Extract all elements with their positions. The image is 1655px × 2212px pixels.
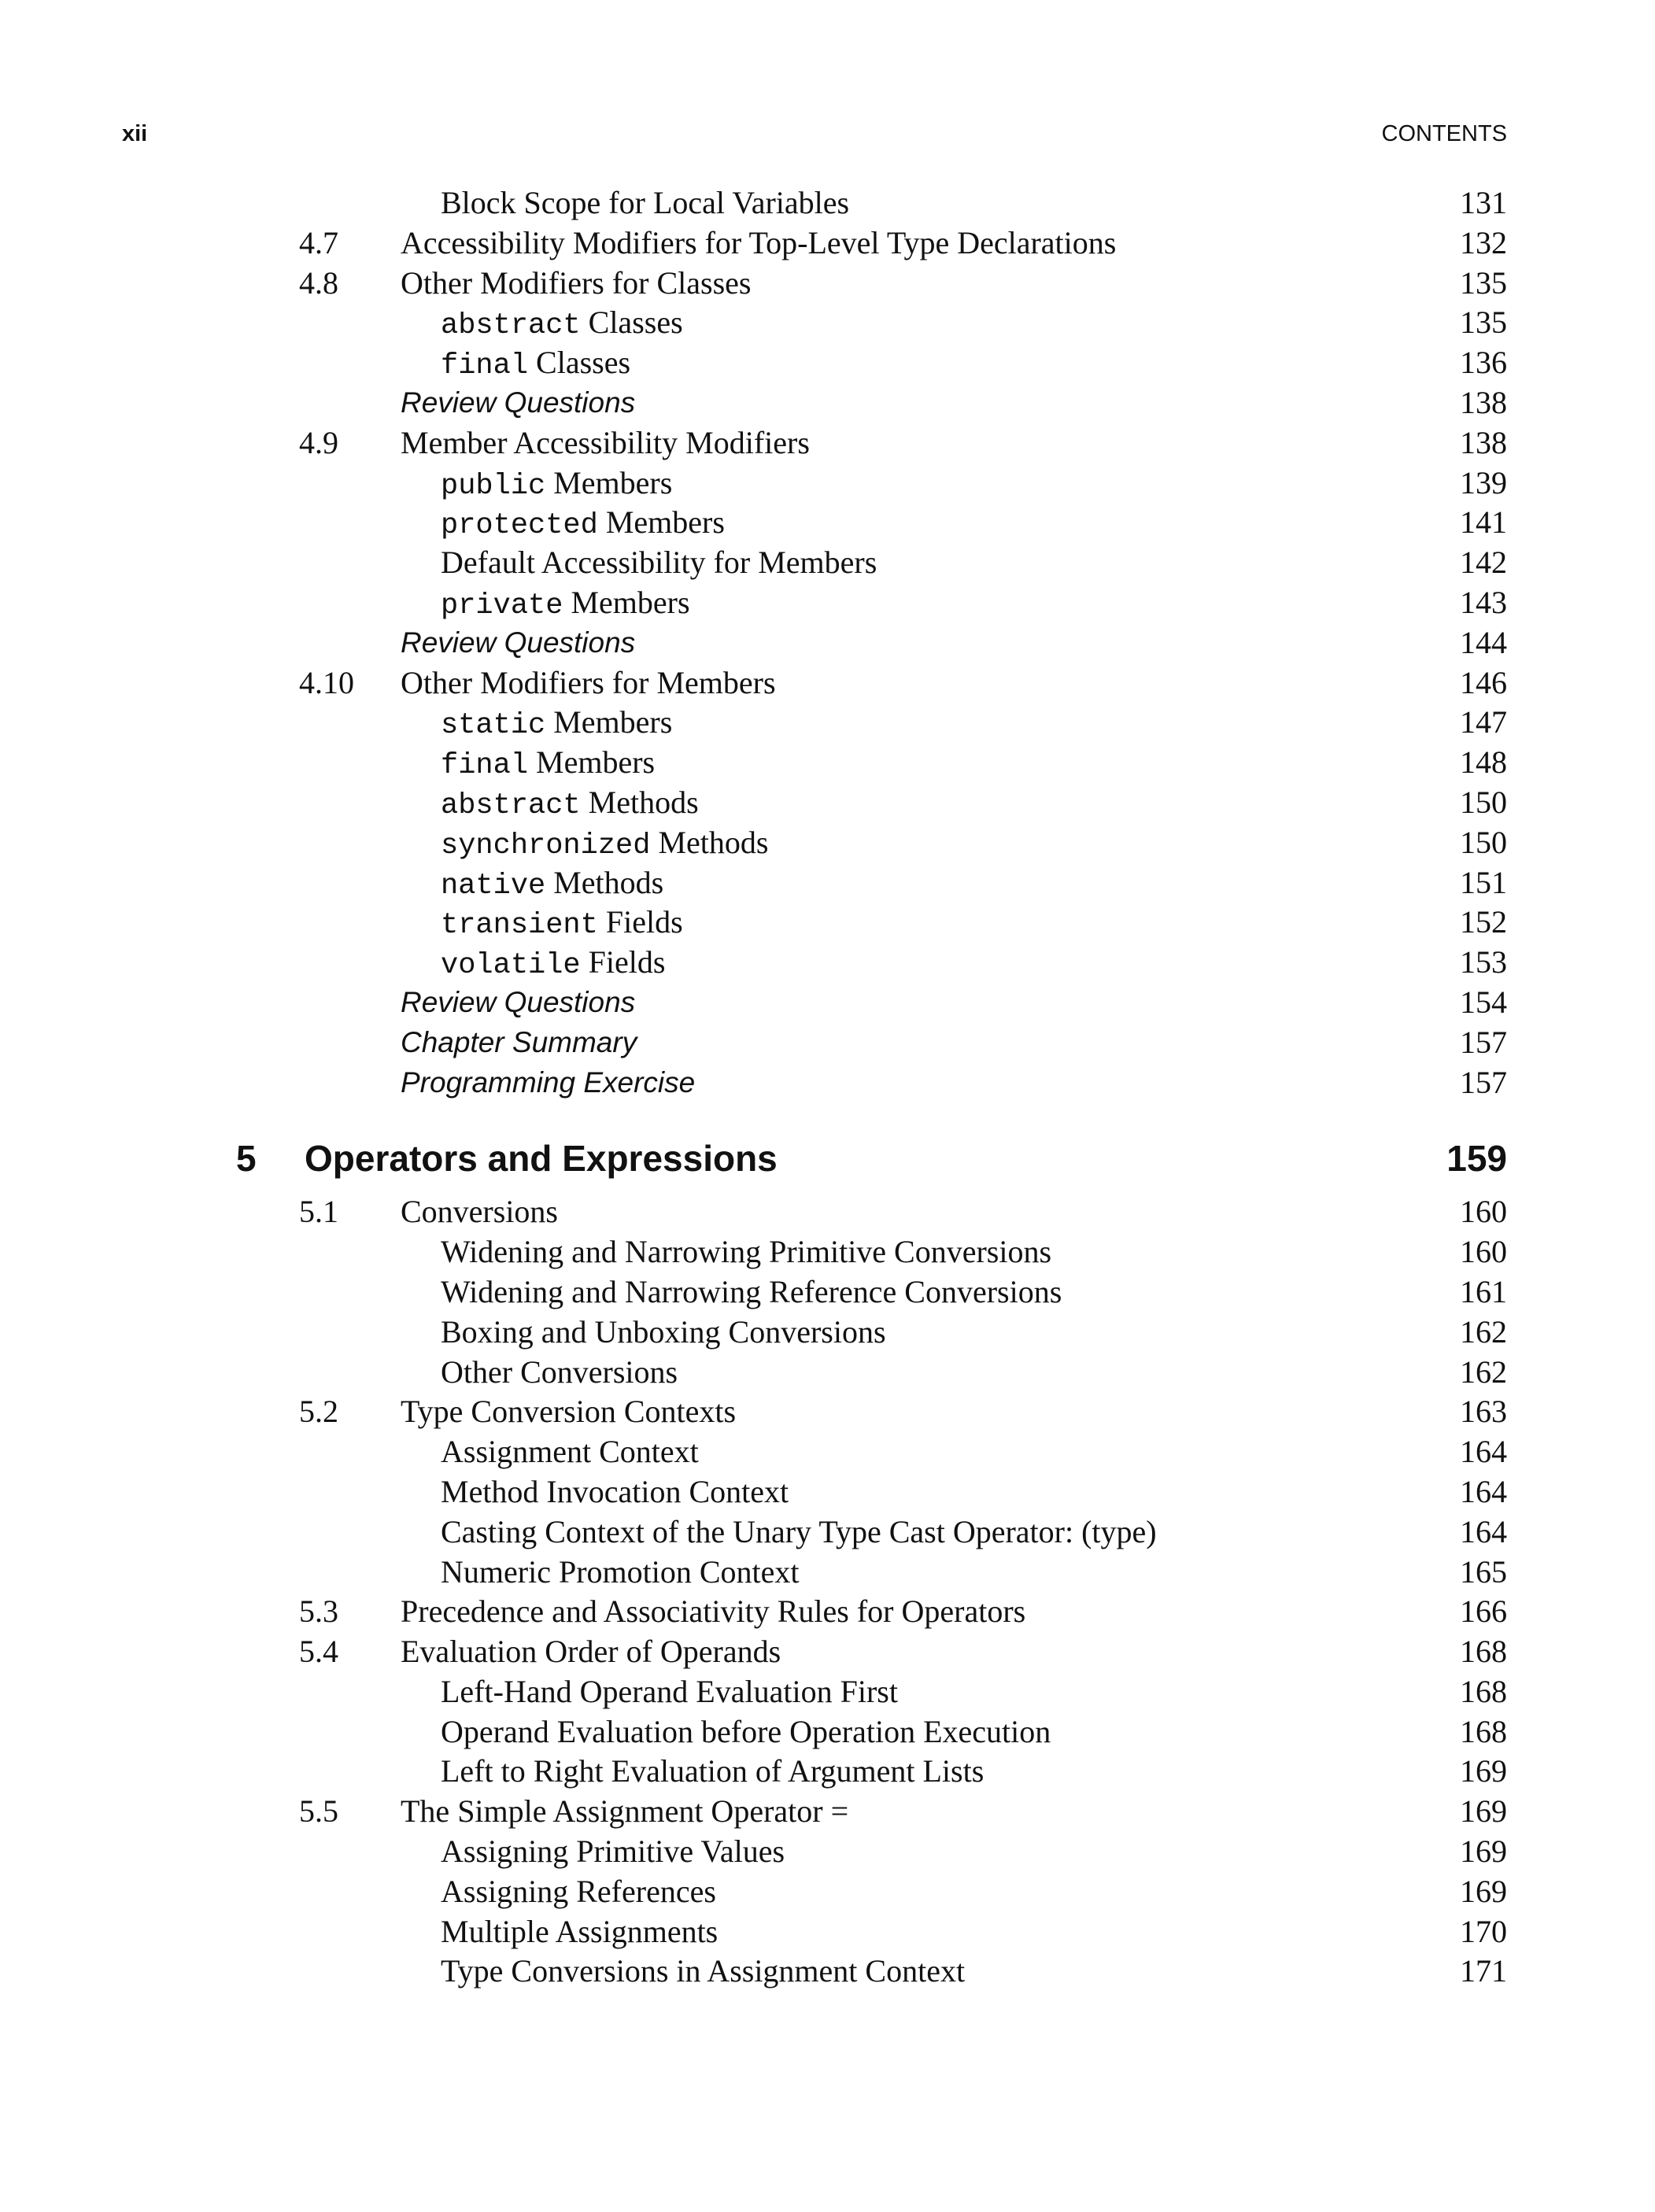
toc-entry-title (441, 783, 699, 826)
toc-entry-number: 5.4 (299, 1634, 338, 1670)
chapter-heading[interactable] (0, 1132, 1655, 1184)
toc-entry-page: 162 (1460, 1353, 1507, 1390)
toc-entry-page: 164 (1460, 1434, 1507, 1470)
toc-entry-title (441, 743, 655, 786)
toc-entry[interactable] (0, 663, 1655, 703)
toc-entry[interactable] (0, 383, 1655, 423)
toc-entry-title: Type Conversions in Assignment Context (441, 1953, 966, 1989)
toc-entry[interactable] (0, 863, 1655, 903)
toc-entry-page: 138 (1460, 424, 1507, 460)
toc-entry-title: Numeric Promotion Context (441, 1553, 800, 1590)
toc-entry-page: 136 (1460, 345, 1507, 381)
toc-entry-title: Casting Context of the Unary Type Cast Operator: (type) (441, 1513, 1157, 1549)
toc-entry[interactable] (0, 463, 1655, 504)
toc-section-chapter-4 (0, 183, 1655, 1102)
toc-entry[interactable] (0, 1272, 1655, 1313)
toc-entry-title: Review Questions (401, 985, 636, 1018)
toc-entry-page: 168 (1460, 1634, 1507, 1670)
toc-entry-page: 141 (1460, 504, 1507, 541)
toc-entry-title: Review Questions (401, 626, 636, 659)
toc-entry[interactable] (0, 423, 1655, 463)
toc-entry-keyword: volatile (441, 949, 581, 983)
toc-entry-title-text: Fields (597, 904, 683, 940)
toc-entry-title: Left to Right Evaluation of Argument Lists (441, 1753, 985, 1789)
toc-entry-title: Widening and Narrowing Primitive Conversions (441, 1234, 1052, 1270)
toc-entry-title (441, 343, 630, 386)
toc-entry-title (441, 583, 690, 626)
toc-entry-keyword: static (441, 709, 546, 743)
toc-entry-title-text: Fields (580, 944, 666, 980)
toc-entry-number: 4.10 (299, 664, 354, 700)
toc-entry-page: 153 (1460, 944, 1507, 980)
toc-entry-title: Other Modifiers for Members (401, 664, 776, 700)
toc-entry-title: Multiple Assignments (441, 1913, 719, 1949)
toc-entry-title-text: Methods (580, 784, 699, 820)
toc-entry-title (441, 943, 665, 986)
toc-entry-title: Assignment Context (441, 1434, 699, 1470)
toc-entry[interactable] (0, 1832, 1655, 1872)
toc-entry-keyword: private (441, 589, 563, 622)
toc-entry-title-text: Classes (528, 345, 631, 381)
toc-entry-title-text: Members (563, 584, 690, 620)
toc-entry-page: 131 (1460, 185, 1507, 220)
toc-entry[interactable] (0, 823, 1655, 863)
toc-entry[interactable] (0, 1023, 1655, 1063)
toc-entry[interactable] (0, 943, 1655, 983)
toc-entry-number: 5.2 (299, 1394, 338, 1430)
toc-entry-title: Other Modifiers for Classes (401, 264, 752, 301)
toc-entry-page: 164 (1460, 1473, 1507, 1509)
toc-entry[interactable] (0, 1672, 1655, 1712)
toc-entry-title-text: Methods (650, 824, 769, 860)
toc-entry-title: Type Conversion Contexts (401, 1394, 737, 1430)
toc-entry-page: 150 (1460, 784, 1507, 820)
toc-entry-title: Conversions (401, 1194, 558, 1230)
toc-entry-page: 157 (1460, 1024, 1507, 1060)
toc-entry[interactable] (0, 1912, 1655, 1952)
toc-entry-number: 4.7 (299, 224, 338, 260)
toc-entry[interactable] (0, 343, 1655, 383)
toc-entry-keyword: transient (441, 909, 598, 943)
page-folio: xii (122, 121, 148, 146)
toc-entry[interactable] (0, 623, 1655, 663)
toc-entry-page: 151 (1460, 864, 1507, 900)
toc-entry-title-text: Members (545, 704, 673, 740)
toc-entry-title: Block Scope for Local Variables (441, 185, 850, 220)
toc-entry-keyword: final (441, 749, 529, 783)
toc-entry-page: 163 (1460, 1394, 1507, 1430)
toc-entry-title (441, 463, 672, 507)
toc-entry-page: 147 (1460, 704, 1507, 740)
toc-entry[interactable] (0, 1512, 1655, 1553)
toc-entry[interactable] (0, 1872, 1655, 1912)
toc-entry-number: 5.1 (299, 1194, 338, 1230)
toc-entry-number: 5.5 (299, 1793, 338, 1830)
toc-entry-number: 4.8 (299, 264, 338, 301)
toc-entry-page: 165 (1460, 1553, 1507, 1590)
toc-entry-title: Boxing and Unboxing Conversions (441, 1313, 886, 1350)
toc-entry[interactable] (0, 903, 1655, 943)
toc-entry-title (441, 903, 683, 946)
toc-entry-title (441, 503, 725, 546)
toc-entry-page: 160 (1460, 1234, 1507, 1270)
chapter-page: 159 (1446, 1138, 1507, 1180)
toc-entry[interactable] (0, 703, 1655, 743)
toc-entry-page: 169 (1460, 1873, 1507, 1909)
toc-entry-page: 170 (1460, 1913, 1507, 1949)
toc-entry-title-text: Methods (545, 864, 664, 900)
toc-entry-page: 142 (1460, 545, 1507, 581)
toc-entry-keyword: abstract (441, 788, 581, 822)
running-head (122, 121, 1507, 153)
toc-entry-keyword: public (441, 469, 546, 503)
toc-entry-title-text: Classes (580, 305, 683, 341)
toc-entry[interactable] (0, 1353, 1655, 1393)
toc-entry-title: Evaluation Order of Operands (401, 1634, 781, 1670)
toc-section-chapter-5 (0, 1192, 1655, 1992)
toc-entry[interactable] (0, 1712, 1655, 1752)
toc-entry-title-text: Members (528, 744, 656, 781)
toc-entry-keyword: final (441, 349, 529, 383)
toc-entry-title: The Simple Assignment Operator = (401, 1793, 849, 1830)
toc-entry-page: 138 (1460, 384, 1507, 420)
toc-entry-page: 157 (1460, 1064, 1507, 1100)
toc-entry[interactable] (0, 1472, 1655, 1512)
toc-entry-title: Programming Exercise (401, 1065, 696, 1099)
toc-entry[interactable] (0, 1952, 1655, 1992)
toc-entry-keyword: abstract (441, 309, 581, 343)
toc-entry-title (441, 823, 768, 866)
toc-entry[interactable] (0, 583, 1655, 623)
toc-entry[interactable] (0, 264, 1655, 304)
toc-entry[interactable] (0, 1392, 1655, 1432)
toc-entry-page: 132 (1460, 224, 1507, 260)
section-title: CONTENTS (1381, 121, 1507, 146)
toc-entry-page: 139 (1460, 464, 1507, 500)
toc-entry[interactable] (0, 743, 1655, 783)
toc-entry-title: Assigning Primitive Values (441, 1833, 785, 1870)
toc-entry-title: Default Accessibility for Members (441, 545, 877, 581)
toc-entry-page: 144 (1460, 624, 1507, 660)
toc-entry-page: 146 (1460, 664, 1507, 700)
toc-entry[interactable] (0, 1232, 1655, 1272)
toc-entry[interactable] (0, 1592, 1655, 1632)
toc-entry-page: 169 (1460, 1753, 1507, 1789)
toc-entry-title: Other Conversions (441, 1353, 678, 1390)
toc-entry-title: Chapter Summary (401, 1025, 637, 1058)
toc-entry[interactable] (0, 1192, 1655, 1232)
toc-entry-page: 152 (1460, 904, 1507, 940)
toc-entry-page: 162 (1460, 1313, 1507, 1350)
toc-entry[interactable] (0, 1313, 1655, 1353)
toc-entry[interactable] (0, 1432, 1655, 1472)
toc-entry-keyword: protected (441, 509, 598, 543)
toc-entry-page: 148 (1460, 744, 1507, 781)
toc-entry-title: Left-Hand Operand Evaluation First (441, 1673, 898, 1709)
toc-entry-title: Review Questions (401, 386, 636, 419)
toc-entry-page: 160 (1460, 1194, 1507, 1230)
toc-entry-title (441, 703, 672, 746)
toc-entry[interactable] (0, 1792, 1655, 1832)
toc-entry[interactable] (0, 183, 1655, 223)
chapter-number: 5 (236, 1138, 257, 1180)
toc-entry-page: 143 (1460, 584, 1507, 620)
toc-entry[interactable] (0, 1752, 1655, 1792)
toc-entry-page: 169 (1460, 1833, 1507, 1870)
toc-entry-title: Member Accessibility Modifiers (401, 424, 810, 460)
toc-entry-title: Method Invocation Context (441, 1473, 789, 1509)
toc-entry-title (441, 863, 663, 907)
toc-entry[interactable] (0, 1553, 1655, 1593)
toc-entry-page: 166 (1460, 1593, 1507, 1630)
table-of-contents (0, 183, 1655, 1992)
toc-entry-title: Assigning References (441, 1873, 716, 1909)
toc-entry-title: Precedence and Associativity Rules for Operators (401, 1593, 1026, 1630)
toc-entry-page: 168 (1460, 1673, 1507, 1709)
toc-entry[interactable] (0, 543, 1655, 583)
toc-entry-page: 150 (1460, 824, 1507, 860)
toc-entry-keyword: native (441, 869, 546, 903)
toc-entry[interactable] (0, 1063, 1655, 1103)
toc-entry[interactable] (0, 783, 1655, 823)
toc-entry[interactable] (0, 303, 1655, 343)
toc-entry-title-text: Members (597, 504, 725, 541)
toc-entry-title (441, 303, 683, 346)
toc-entry-keyword: synchronized (441, 829, 651, 862)
toc-entry-page: 164 (1460, 1513, 1507, 1549)
toc-entry[interactable] (0, 223, 1655, 264)
toc-entry-title: Operand Evaluation before Operation Execution (441, 1713, 1051, 1749)
toc-entry-page: 135 (1460, 264, 1507, 301)
chapter-title: Operators and Expressions (305, 1138, 778, 1180)
toc-entry[interactable] (0, 983, 1655, 1023)
toc-entry-number: 5.3 (299, 1593, 338, 1630)
toc-entry-page: 169 (1460, 1793, 1507, 1830)
toc-entry-title-text: Members (545, 464, 673, 500)
toc-entry[interactable] (0, 1632, 1655, 1672)
toc-entry-page: 154 (1460, 984, 1507, 1020)
toc-entry-title: Widening and Narrowing Reference Conversions (441, 1273, 1062, 1309)
toc-entry-number: 4.9 (299, 424, 338, 460)
toc-entry-page: 161 (1460, 1273, 1507, 1309)
toc-entry-title: Accessibility Modifiers for Top-Level Type Declarations (401, 224, 1117, 260)
toc-entry-page: 135 (1460, 305, 1507, 341)
toc-entry-page: 171 (1460, 1953, 1507, 1989)
toc-entry[interactable] (0, 503, 1655, 543)
toc-entry-page: 168 (1460, 1713, 1507, 1749)
